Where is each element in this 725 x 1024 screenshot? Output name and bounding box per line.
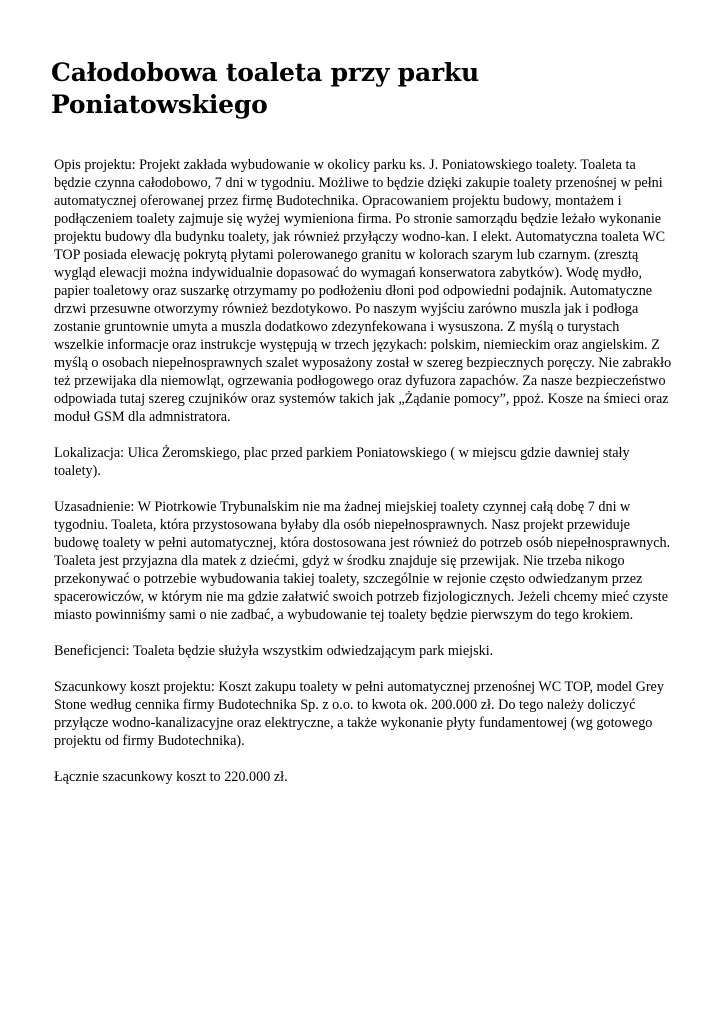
location-text: Ulica Żeromskiego, plac przed parkiem Poniatowskiego ( w miejscu gdzie dawniej stały toalety). (54, 445, 630, 479)
paragraph-total-cost (54, 768, 672, 786)
estimated-cost-text: Koszt zakupu toalety w pełni automatycznej przenośnej WC TOP, model Grey Stone według cennika firmy Budotechnika Sp. z o.o. to kwota ok. 200.000 zł. Do tego należy doliczyć przyłącze wodno-kanalizacyjne oraz elektryczne, a także wykonanie płyty fundamentowej (wg gotowego projektu od firmy Budotechnika). (54, 679, 664, 749)
total-cost-value: 220.000 zł. (224, 769, 288, 785)
document-body (54, 156, 672, 804)
total-cost-label: Łącznie szacunkowy koszt to (54, 769, 221, 785)
paragraph-justification (54, 498, 672, 624)
document-title: Całodobowa toaleta przy parku Poniatowskiego (51, 58, 480, 119)
description-text: Projekt zakłada wybudowanie w okolicy parku ks. J. Poniatowskiego toalety. Toaleta ta będzie czynna całodobowo, 7 dni w tygodniu. Możliwe to będzie dzięki zakupie toalety przenośnej w pełni automatycznej oferowanej przez firmę Budotechnika. Opracowaniem projektu budowy, montażem i podłączeniem toalety zajmuje się wyżej wymieniona firma. Po stronie samorządu będzie leżało wykonanie projektu budowy dla budynku toalety, jak również przyłączy wodno-kan. I elekt. Automatyczna toaleta WC TOP posiada elewację pokrytą płytami polerowanego granitu w kolorach szarym lub czarnym. (zresztą wygląd elewacji można indywidualnie dopasować do wymagań konserwatora zabytków). Wodę mydło, papier toaletowy oraz suszarkę otrzymamy po podłożeniu dłoni pod odpowiedni podajnik. Automatyczne drzwi przesuwne otworzymy również bezdotykowo. Po naszym wyjściu zarówno muszla jak i podłoga zostanie gruntownie umyta a muszla dodatkowo zdezynfekowana i wysuszona. Z myślą o turystach wszelkie informacje oraz instrukcje występują w trzech językach: polskim, niemieckim oraz angielskim. Z myślą o osobach niepełnosprawnych szalet wyposażony został w szereg bezpiecznych poręczy. Nie zabrakło też przewijaka dla niemowląt, ogrzewania podłogowego oraz dyfuzora zapachów. Za nasze bezpieczeństwo odpowiada tutaj szereg czujników oraz systemów takich jak „Żądanie pomocy”, ppoż. Kosze na śmieci oraz moduł GSM dla admnistratora. (54, 157, 672, 425)
description-label: Opis projektu: (54, 157, 136, 173)
justification-text: W Piotrkowie Trybunalskim nie ma żadnej miejskiej toalety czynnej całą dobę 7 dni w tygodniu. Toaleta, która przystosowana byłaby dla osób niepełnosprawnych. Nasz projekt przewiduje budowę toalety w pełni automatycznej, która dostosowana jest również do potrzeb osób niepełnosprawnych. Toaleta jest przyjazna dla matek z dziećmi, gdyż w środku znajduje się przewijak. Nie trzeba nikogo przekonywać o potrzebie wybudowania takiej toalety, szczególnie w rejonie często odwiedzanym przez spacerowiczów, w którym nie ma gdzie załatwić swoich potrzeb fizjologicznych. Jeżeli chcemy mieć czyste miasto powinniśmy sami o nie zadbać, a wybudowanie tej toalety będzie pierwszym do tego krokiem. (54, 499, 671, 623)
paragraph-beneficiaries (54, 642, 672, 660)
paragraph-estimated-cost (54, 678, 672, 750)
location-label: Lokalizacja: (54, 445, 125, 461)
beneficiaries-label: Beneficjenci: (54, 643, 130, 659)
beneficiaries-text: Toaleta będzie służyła wszystkim odwiedzającym park miejski. (132, 643, 494, 659)
estimated-cost-label: Szacunkowy koszt projektu: (54, 679, 215, 695)
paragraph-description (54, 156, 672, 426)
paragraph-location (54, 444, 672, 480)
justification-label: Uzasadnienie: (54, 499, 135, 515)
